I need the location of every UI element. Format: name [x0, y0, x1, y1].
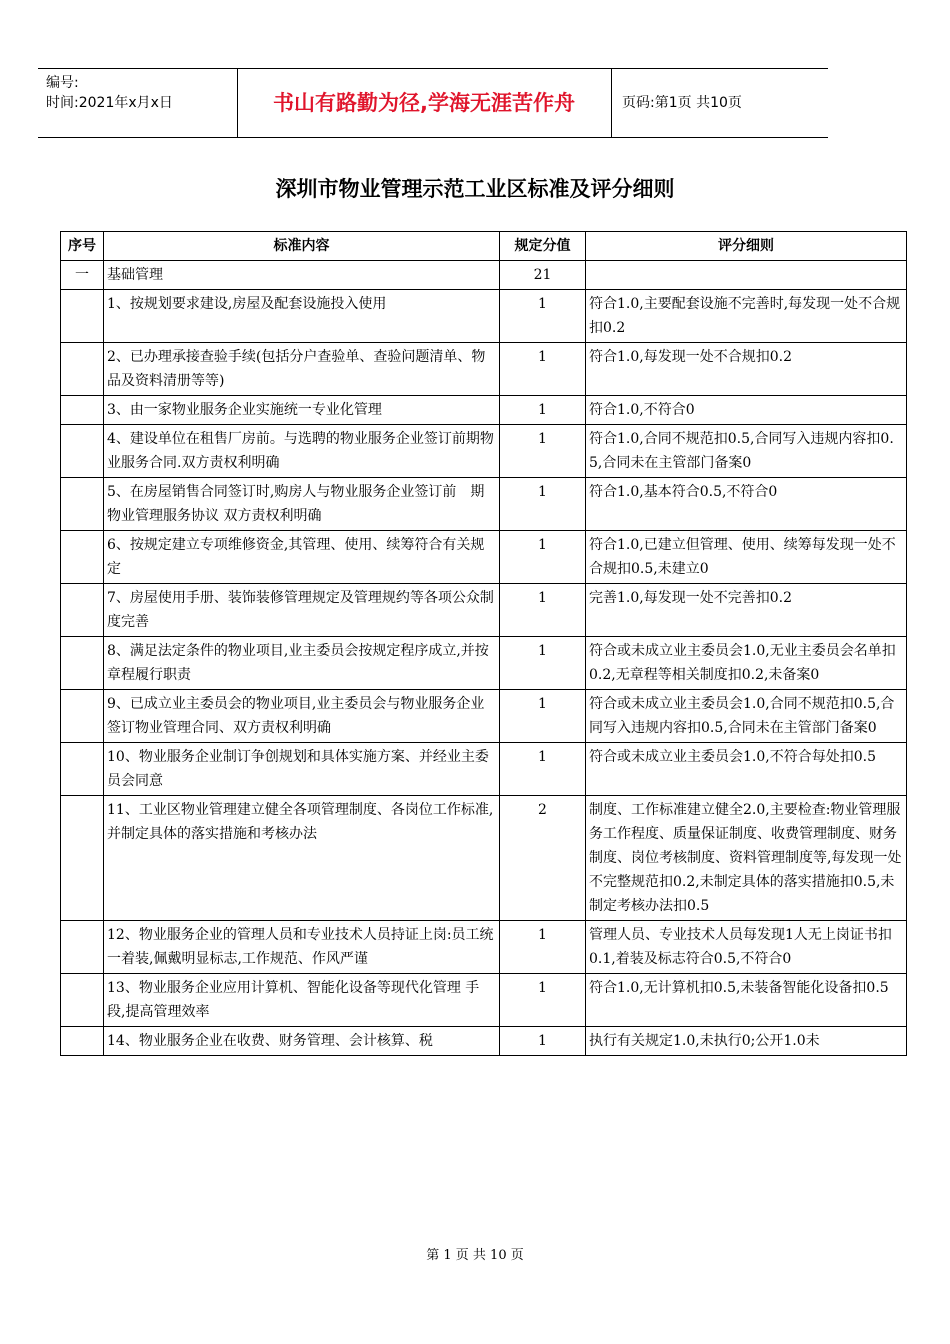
- row-detail: 符合或未成立业主委员会1.0,合同不规范扣0.5,合同写入违规内容扣0.5,合同未在主管部门备案0: [586, 690, 907, 743]
- row-detail: 符合1.0,每发现一处不合规扣0.2: [586, 343, 907, 396]
- row-detail: 执行有关规定1.0,未执行0;公开1.0未: [586, 1027, 907, 1056]
- row-serial: [61, 343, 104, 396]
- row-detail: 符合或未成立业主委员会1.0,不符合每处扣0.5: [586, 743, 907, 796]
- table-row: [61, 637, 907, 690]
- table-header-row: [61, 232, 907, 261]
- row-serial: [61, 290, 104, 343]
- row-score: 2: [500, 796, 586, 921]
- table-row: [61, 1027, 907, 1056]
- table-row: [61, 531, 907, 584]
- row-score: 1: [500, 1027, 586, 1056]
- row-score: 1: [500, 637, 586, 690]
- row-serial: [61, 796, 104, 921]
- page-header: [38, 68, 828, 138]
- page-footer: 第 1 页 共 10 页: [426, 1248, 524, 1263]
- header-detail: 评分细则: [586, 232, 907, 261]
- time-label: 时间:2021年x月x日: [46, 95, 173, 111]
- row-content: 4、建设单位在租售厂房前。与选聘的物业服务企业签订前期物业服务合同.双方责权利明确: [104, 425, 500, 478]
- row-serial: [61, 396, 104, 425]
- row-detail: 符合1.0,合同不规范扣0.5,合同写入违规内容扣0.5,合同未在主管部门备案0: [586, 425, 907, 478]
- row-serial: [61, 637, 104, 690]
- table-row: [61, 396, 907, 425]
- row-serial: [61, 584, 104, 637]
- number-label: 编号:: [46, 75, 79, 91]
- row-score: 1: [500, 396, 586, 425]
- row-serial: [61, 743, 104, 796]
- table-row: [61, 796, 907, 921]
- row-score: 1: [500, 584, 586, 637]
- row-serial: [61, 690, 104, 743]
- row-content: 13、物业服务企业应用计算机、智能化设备等现代化管理 手段,提高管理效率: [104, 974, 500, 1027]
- row-content: 12、物业服务企业的管理人员和专业技术人员持证上岗:员工统一着装,佩戴明显标志,工作规范、作风严谨: [104, 921, 500, 974]
- row-detail: 完善1.0,每发现一处不完善扣0.2: [586, 584, 907, 637]
- row-detail: 制度、工作标准建立健全2.0,主要检查:物业管理服务工作程度、质量保证制度、收费管理制度、财务制度、岗位考核制度、资料管理制度等,每发现一处不完整规范扣0.2,未制定具体的落实措施扣0.5,未制定考核办法扣0.5: [586, 796, 907, 921]
- header-serial: 序号: [61, 232, 104, 261]
- table-row: [61, 343, 907, 396]
- row-serial: 一: [61, 261, 104, 290]
- row-detail: 符合1.0,主要配套设施不完善时,每发现一处不合规扣0.2: [586, 290, 907, 343]
- row-detail: 符合1.0,无计算机扣0.5,未装备智能化设备扣0.5: [586, 974, 907, 1027]
- header-page-number: 页码:第1页 共10页: [622, 95, 742, 111]
- document-title: 深圳市物业管理示范工业区标准及评分细则: [275, 177, 675, 201]
- row-score: 1: [500, 974, 586, 1027]
- table-row: [61, 290, 907, 343]
- header-score: 规定分值: [500, 232, 586, 261]
- scoring-table: [60, 231, 907, 1056]
- row-score: 1: [500, 690, 586, 743]
- row-score: 1: [500, 425, 586, 478]
- row-score: 1: [500, 743, 586, 796]
- table-row: [61, 690, 907, 743]
- row-content: 8、满足法定条件的物业项目,业主委员会按规定程序成立,并按章程履行职责: [104, 637, 500, 690]
- row-detail: 符合或未成立业主委员会1.0,无业主委员会名单扣0.2,无章程等相关制度扣0.2,未备案0: [586, 637, 907, 690]
- table-row: [61, 478, 907, 531]
- row-score: 1: [500, 531, 586, 584]
- row-content: 6、按规定建立专项维修资金,其管理、使用、续筹符合有关规定: [104, 531, 500, 584]
- row-content: 9、已成立业主委员会的物业项目,业主委员会与物业服务企业签订物业管理合同、双方责权利明确: [104, 690, 500, 743]
- row-detail: 符合1.0,基本符合0.5,不符合0: [586, 478, 907, 531]
- row-content: 7、房屋使用手册、装饰装修管理规定及管理规约等各项公众制度完善: [104, 584, 500, 637]
- table-row: [61, 974, 907, 1027]
- row-detail: 符合1.0,已建立但管理、使用、续筹每发现一处不合规扣0.5,未建立0: [586, 531, 907, 584]
- row-content: 3、由一家物业服务企业实施统一专业化管理: [104, 396, 500, 425]
- row-content: 11、工业区物业管理建立健全各项管理制度、各岗位工作标准,并制定具体的落实措施和考核办法: [104, 796, 500, 921]
- row-score: 1: [500, 478, 586, 531]
- table-row: [61, 261, 907, 290]
- header-motto: 书山有路勤为径,学海无涯苦作舟: [273, 91, 575, 115]
- row-serial: [61, 478, 104, 531]
- row-serial: [61, 974, 104, 1027]
- row-content: 14、物业服务企业在收费、财务管理、会计核算、税: [104, 1027, 500, 1056]
- table-row: [61, 425, 907, 478]
- row-content: 10、物业服务企业制订争创规划和具体实施方案、并经业主委员会同意: [104, 743, 500, 796]
- header-left: [46, 69, 236, 141]
- row-content: 基础管理: [104, 261, 500, 290]
- row-serial: [61, 531, 104, 584]
- row-detail: [586, 261, 907, 290]
- row-content: 1、按规划要求建设,房屋及配套设施投入使用: [104, 290, 500, 343]
- row-content: 2、已办理承接查验手续(包括分户查验单、查验问题清单、物品及资料清册等等): [104, 343, 500, 396]
- row-score: 21: [500, 261, 586, 290]
- row-score: 1: [500, 290, 586, 343]
- table-row: [61, 921, 907, 974]
- row-score: 1: [500, 343, 586, 396]
- row-serial: [61, 1027, 104, 1056]
- row-content: 5、在房屋销售合同签订时,购房人与物业服务企业签订前 期物业管理服务协议 双方责权利明确: [104, 478, 500, 531]
- table-row: [61, 584, 907, 637]
- row-serial: [61, 921, 104, 974]
- header-divider: [611, 69, 612, 137]
- row-serial: [61, 425, 104, 478]
- table-row: [61, 743, 907, 796]
- row-detail: 符合1.0,不符合0: [586, 396, 907, 425]
- header-content: 标准内容: [104, 232, 500, 261]
- row-score: 1: [500, 921, 586, 974]
- row-detail: 管理人员、专业技术人员每发现1人无上岗证书扣0.1,着装及标志符合0.5,不符合0: [586, 921, 907, 974]
